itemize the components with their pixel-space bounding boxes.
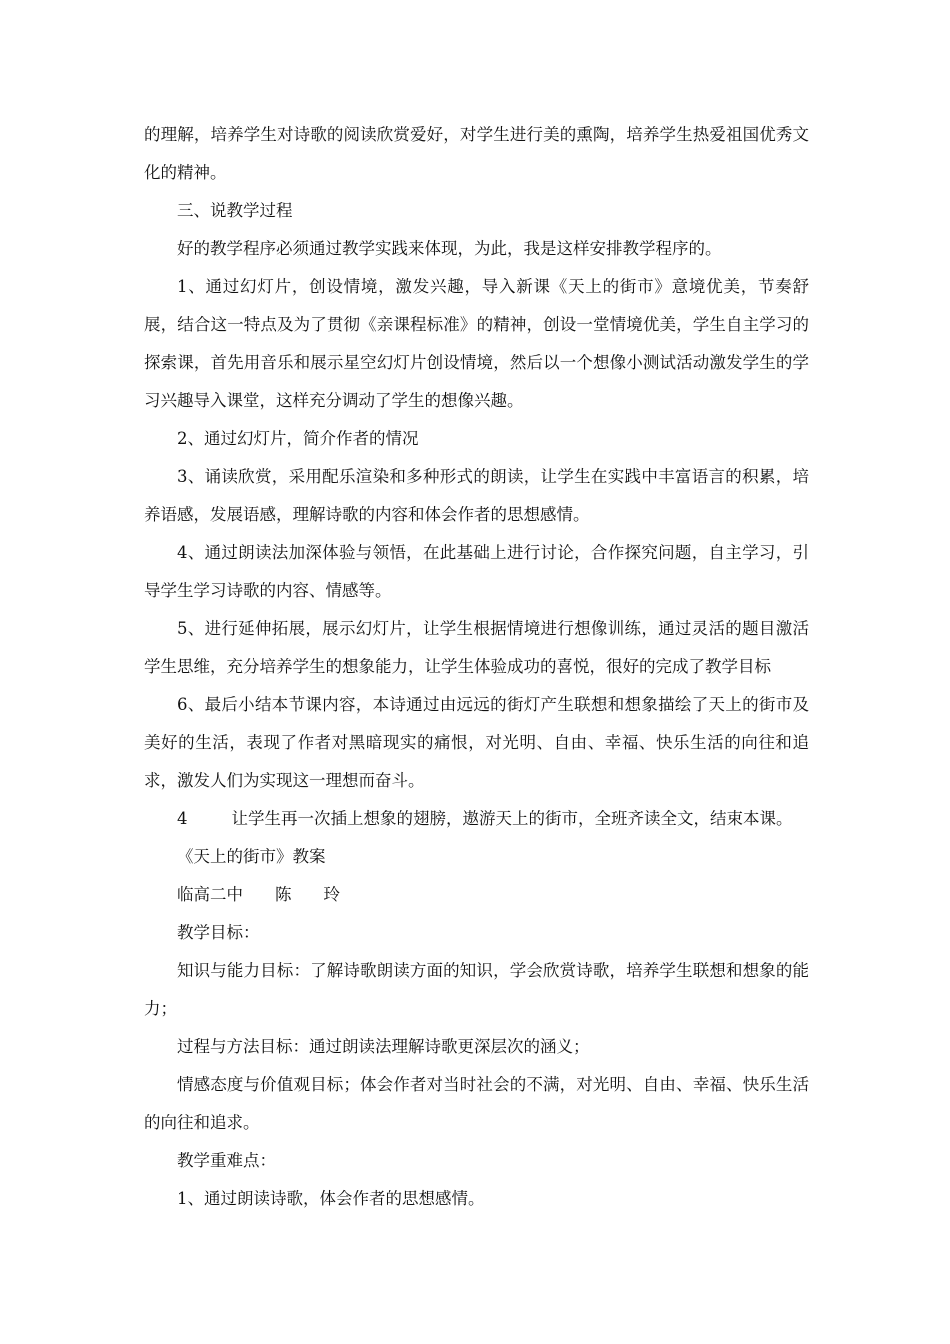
- author-line: [144, 876, 809, 914]
- paragraph-continuation: 的理解，培养学生对诗歌的阅读欣赏爱好，对学生进行美的熏陶，培养学生热爱祖国优秀文化的精神。: [144, 125, 809, 182]
- paragraph-intro: 好的教学程序必须通过教学实践来体现，为此，我是这样安排教学程序的。: [177, 239, 722, 258]
- author-surname: 陈: [275, 885, 292, 904]
- key-points-heading: 教学重难点：: [177, 1151, 276, 1170]
- objectives-heading: 教学目标：: [177, 923, 260, 942]
- paragraph-step-3: 3、诵读欣赏，采用配乐渲染和多种形式的朗读，让学生在实践中丰富语言的积累，培养语感，发展语感，理解诗歌的内容和体会作者的思想感情。: [144, 467, 809, 524]
- step-text: 让学生再一次插上想象的翅膀，遨游天上的街市，全班齐读全文，结束本课。: [231, 809, 793, 828]
- lesson-title: 《天上的街市》教案: [177, 847, 326, 866]
- step-number: 4: [177, 809, 188, 828]
- objective-process: 过程与方法目标：通过朗读法理解诗歌更深层次的涵义；: [177, 1037, 590, 1056]
- paragraph-step-1: 1、通过幻灯片，创设情境，激发兴趣，导入新课《天上的街市》意境优美，节奏舒展，结合这一特点及为了贯彻《亲课程标准》的精神，创设一堂情境优美，学生自主学习的探索课，首先用音乐和展示星空幻灯片创设情境，然后以一个想像小测试活动激发学生的学习兴趣导入课堂，这样充分调动了学生的想像兴趣。: [144, 277, 809, 410]
- paragraph-step-5: 5、进行延伸拓展，展示幻灯片，让学生根据情境进行想像训练，通过灵活的题目激活学生思维，充分培养学生的想象能力，让学生体验成功的喜悦，很好的完成了教学目标: [144, 619, 809, 676]
- objective-knowledge: 知识与能力目标：了解诗歌朗读方面的知识，学会欣赏诗歌，培养学生联想和想象的能力；: [144, 961, 809, 1018]
- document-body: [144, 116, 809, 1218]
- paragraph-step-4: 4、通过朗读法加深体验与领悟，在此基础上进行讨论，合作探究问题，自主学习，引导学生学习诗歌的内容、情感等。: [144, 543, 809, 600]
- section-heading-teaching-process: 三、说教学过程: [177, 201, 293, 220]
- paragraph-step-2: 2、通过幻灯片，简介作者的情况: [177, 429, 419, 448]
- key-point-1: 1、通过朗读诗歌，体会作者的思想感情。: [177, 1189, 485, 1208]
- author-given-name: 玲: [323, 885, 340, 904]
- objective-emotion: 情感态度与价值观目标；体会作者对当时社会的不满，对光明、自由、幸福、快乐生活的向往和追求。: [144, 1075, 809, 1132]
- paragraph-step-6: 6、最后小结本节课内容，本诗通过由远远的街灯产生联想和想象描绘了天上的街市及美好的生活，表现了作者对黑暗现实的痛恨，对光明、自由、幸福、快乐生活的向往和追求，激发人们为实现这一理想而奋斗。: [144, 695, 809, 790]
- author-school: 临高二中: [177, 885, 243, 904]
- paragraph-step-final: [144, 800, 809, 838]
